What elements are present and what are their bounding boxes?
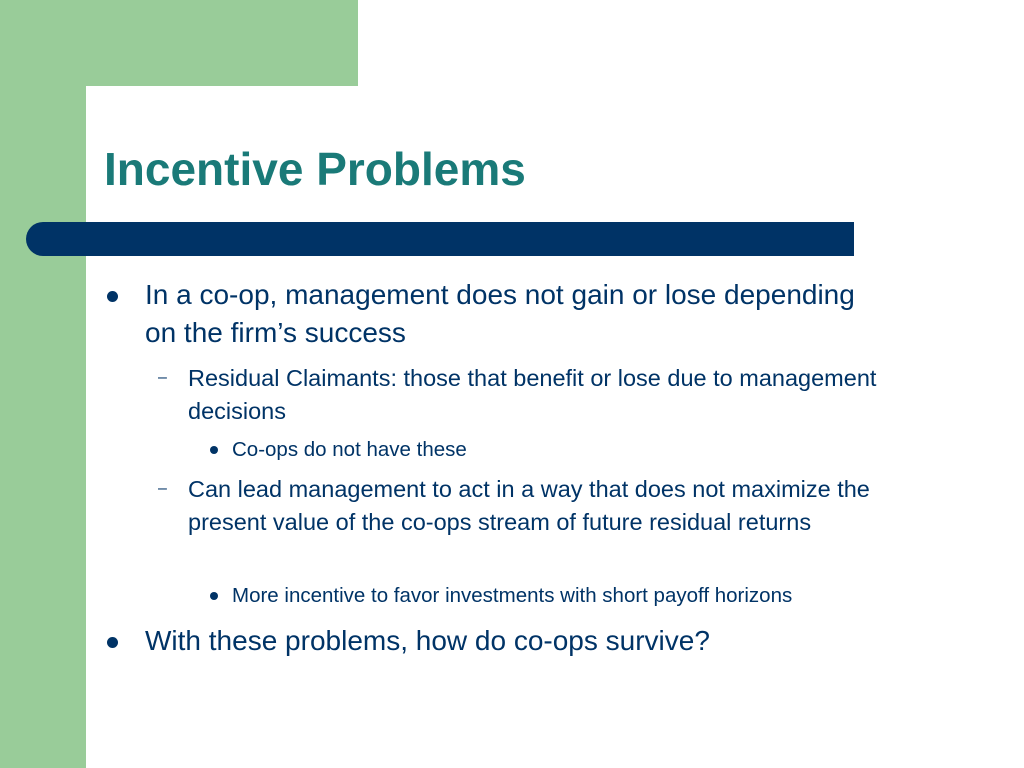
bullet-dot [107, 637, 118, 648]
bullet-item-management-gain: In a co-op, management does not gain or lose depending on the firm’s success [145, 279, 855, 348]
sub-sub-item-short-horizons: More incentive to favor investments with short payoff horizons [232, 584, 793, 607]
title-underline-bar [26, 222, 854, 256]
sub-bullet-dot [210, 446, 218, 454]
dash-marker: – [158, 480, 167, 497]
sub-item-lead-management: Can lead management to act in a way that does not maximize the present value of the co-ops stream of future residual returns [188, 476, 870, 535]
bullet-dot [107, 291, 118, 302]
sub-sub-item-coops-lack: Co-ops do not have these [232, 438, 467, 461]
slide-title: Incentive Problems [104, 143, 526, 195]
sub-bullet-dot [210, 592, 218, 600]
sub-item-residual-claimants: Residual Claimants: those that benefit or lose due to management decisions [188, 365, 877, 424]
dash-marker: – [158, 369, 167, 386]
green-side-band [0, 0, 86, 768]
bullet-item-survival-question: With these problems, how do co-ops survive? [145, 625, 710, 656]
